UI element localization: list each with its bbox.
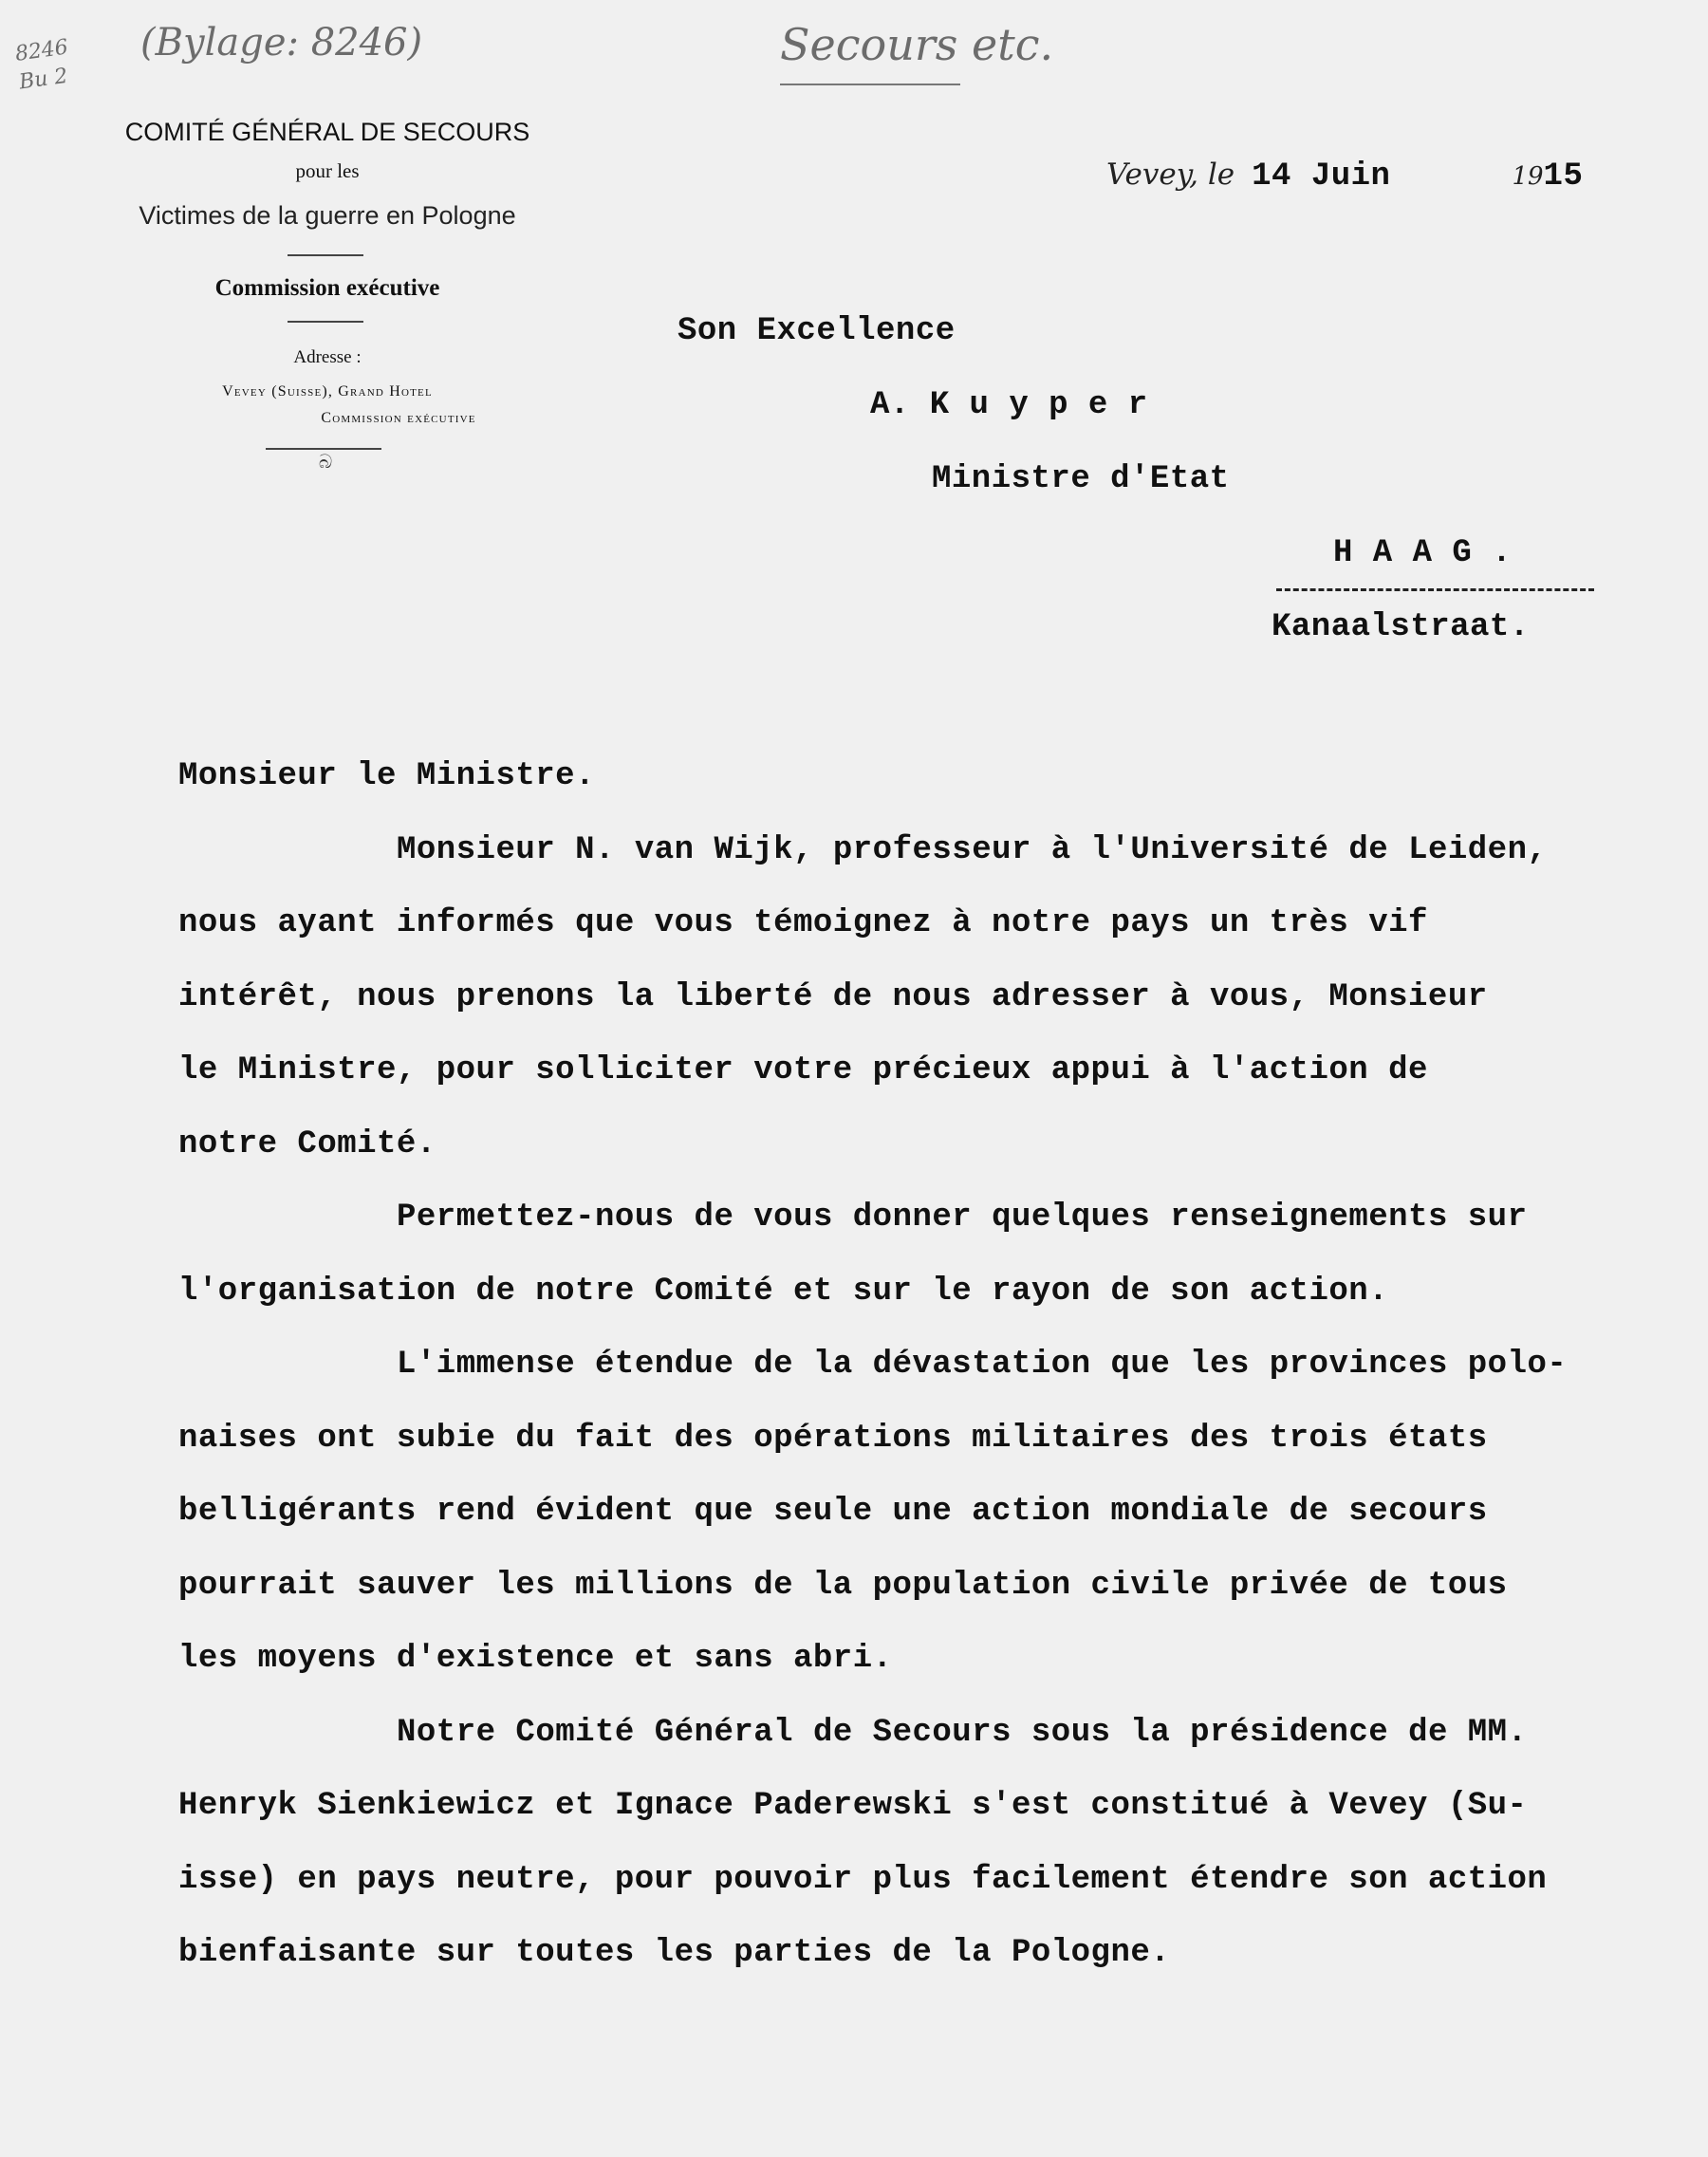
- letterhead-org-name: COMITÉ GÉNÉRAL DE SECOURS: [124, 118, 530, 146]
- paragraph-line: naises ont subie du fait des opérations militaires des trois états: [178, 1420, 1488, 1457]
- paragraph-2: [178, 1181, 1678, 1329]
- archive-mark-left: 8246 Bu 2: [13, 35, 70, 95]
- dateline-day-month: 14 Juin: [1252, 158, 1391, 195]
- paragraph-line: Permettez-nous de vous donner quelques renseignements sur: [397, 1199, 1528, 1236]
- letterhead-divider-2: [288, 321, 363, 323]
- letter-body: [178, 740, 1678, 1991]
- paragraph-line: notre Comité.: [178, 1125, 436, 1162]
- archive-mark-underline: [780, 84, 960, 85]
- paragraph-line: belligérants rend évident que seule une action mondiale de secours: [178, 1494, 1488, 1530]
- paragraph-line: isse) en pays neutre, pour pouvoir plus facilement étendre son action: [178, 1861, 1548, 1898]
- paragraph-4: [178, 1697, 1678, 1991]
- salutation: Monsieur le Ministre.: [178, 758, 595, 794]
- dateline-year-suffix: 15: [1543, 158, 1584, 195]
- paragraph-line: le Ministre, pour solliciter votre précieux appui à l'action de: [178, 1052, 1428, 1088]
- letterhead-pour-les: pour les: [295, 159, 360, 182]
- paragraph-line: Notre Comité Général de Secours sous la présidence de MM.: [397, 1714, 1528, 1751]
- paragraph-line: L'immense étendue de la dévastation que les provinces polo-: [397, 1347, 1568, 1383]
- paragraph-line: les moyens d'existence et sans abri.: [178, 1641, 893, 1677]
- recipient-street: Kanaalstraat.: [1272, 609, 1530, 645]
- paragraph-line: Henryk Sienkiewicz et Ignace Paderewski s'est constitué à Vevey (Su-: [178, 1788, 1528, 1824]
- archive-mark-bracket: (Bylage: 8246): [140, 21, 423, 65]
- recipient-title: Son Excellence: [678, 313, 956, 349]
- paragraph-line: intérêt, nous prenons la liberté de nous adresser à vous, Monsieur: [178, 978, 1488, 1015]
- recipient-position: Ministre d'Etat: [932, 461, 1230, 497]
- dateline-year-prefix: 19: [1512, 162, 1544, 191]
- recipient-city-underline: [1276, 588, 1594, 591]
- paragraph-line: pourrait sauver les millions de la population civile privée de tous: [178, 1567, 1508, 1604]
- letterhead-address-line1: Vevey (Suisse), Grand Hotel: [222, 383, 433, 400]
- letterhead-ornament: බ: [318, 452, 333, 473]
- recipient-city: H A A G .: [1333, 535, 1513, 571]
- archive-mark-top: Secours etc.: [780, 19, 1054, 70]
- paragraph-line: bienfaisante sur toutes les parties de la Pologne.: [178, 1935, 1171, 1971]
- paragraph-3: [178, 1329, 1678, 1697]
- letterhead-address-line2: Commission exécutive: [321, 410, 476, 426]
- letterhead-divider-1: [288, 254, 363, 256]
- letterhead-commission: Commission exécutive: [214, 275, 440, 301]
- recipient-name: A. K u y p e r: [870, 387, 1148, 423]
- dateline-place: Vevey, le: [1106, 158, 1235, 192]
- paragraph-line: nous ayant informés que vous témoignez à notre pays un très vif: [178, 905, 1428, 941]
- letterhead-subtitle: Victimes de la guerre en Pologne: [139, 201, 516, 230]
- dateline: [1106, 158, 1583, 195]
- paragraph-line: Monsieur N. van Wijk, professeur à l'Université de Leiden,: [397, 831, 1548, 868]
- paragraph-1: [178, 814, 1678, 1182]
- letterhead-address-label: Adresse :: [293, 347, 362, 367]
- paragraph-line: l'organisation de notre Comité et sur le rayon de son action.: [178, 1273, 1389, 1310]
- letterhead-divider-3: [266, 448, 381, 450]
